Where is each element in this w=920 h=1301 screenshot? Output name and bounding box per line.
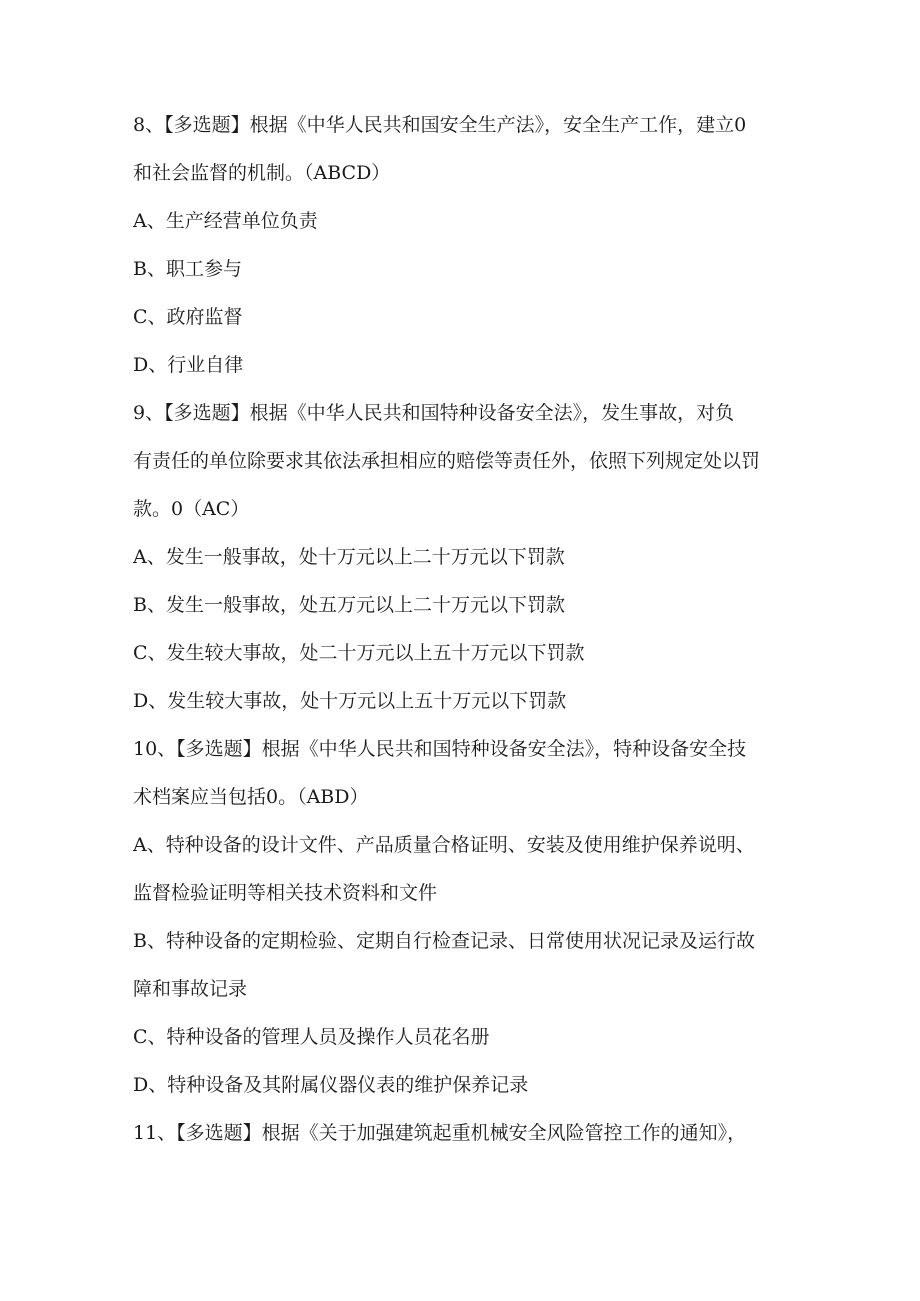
question-text — [133, 401, 795, 521]
option-line: A、生产经营单位负责 — [133, 210, 318, 232]
answer-option — [133, 209, 795, 233]
question-line: 9、【多选题】根据《中华人民共和国特种设备安全法》，发生事故，对负 — [133, 402, 735, 424]
question-line: 术档案应当包括0。（ABD） — [133, 786, 369, 808]
question-block — [133, 401, 795, 713]
question-line: 有责任的单位除要求其依法承担相应的赔偿等责任外，依照下列规定处以罚 — [133, 450, 761, 472]
answer-option — [133, 929, 795, 1001]
option-line: D、行业自律 — [133, 354, 244, 376]
question-block — [133, 113, 795, 377]
option-line: 障和事故记录 — [133, 978, 248, 1000]
answer-option — [133, 593, 795, 617]
question-line: 8、【多选题】根据《中华人民共和国安全生产法》，安全生产工作，建立0 — [133, 114, 747, 136]
question-text — [133, 1121, 795, 1145]
answer-option — [133, 1073, 795, 1097]
answer-option — [133, 305, 795, 329]
question-block — [133, 737, 795, 1097]
question-list — [133, 113, 795, 1145]
question-block — [133, 1121, 795, 1145]
answer-option — [133, 353, 795, 377]
option-line: B、发生一般事故，处五万元以上二十万元以下罚款 — [133, 594, 565, 616]
question-line: 11、【多选题】根据《关于加强建筑起重机械安全风险管控工作的通知》， — [133, 1122, 747, 1144]
option-line: A、发生一般事故，处十万元以上二十万元以下罚款 — [133, 546, 565, 568]
answer-option — [133, 257, 795, 281]
option-line: C、发生较大事故，处二十万元以上五十万元以下罚款 — [133, 642, 585, 664]
option-line: A、特种设备的设计文件、产品质量合格证明、安装及使用维护保养说明、 — [133, 834, 755, 856]
option-line: C、政府监督 — [133, 306, 243, 328]
question-text — [133, 113, 795, 185]
answer-option — [133, 641, 795, 665]
answer-option — [133, 689, 795, 713]
question-line: 10、【多选题】根据《中华人民共和国特种设备安全法》，特种设备安全技 — [133, 738, 747, 760]
option-line: C、特种设备的管理人员及操作人员花名册 — [133, 1026, 490, 1048]
option-line: B、职工参与 — [133, 258, 242, 280]
answer-option — [133, 545, 795, 569]
option-line: D、发生较大事故，处十万元以上五十万元以下罚款 — [133, 690, 567, 712]
option-line: B、特种设备的定期检验、定期自行检查记录、日常使用状况记录及运行故 — [133, 930, 755, 952]
question-line: 和社会监督的机制。（ABCD） — [133, 162, 391, 184]
answer-option — [133, 833, 795, 905]
question-text — [133, 737, 795, 809]
option-line: 监督检验证明等相关技术资料和文件 — [133, 882, 438, 904]
answer-option — [133, 1025, 795, 1049]
option-line: D、特种设备及其附属仪器仪表的维护保养记录 — [133, 1074, 529, 1096]
question-line: 款。0（AC） — [133, 498, 250, 520]
